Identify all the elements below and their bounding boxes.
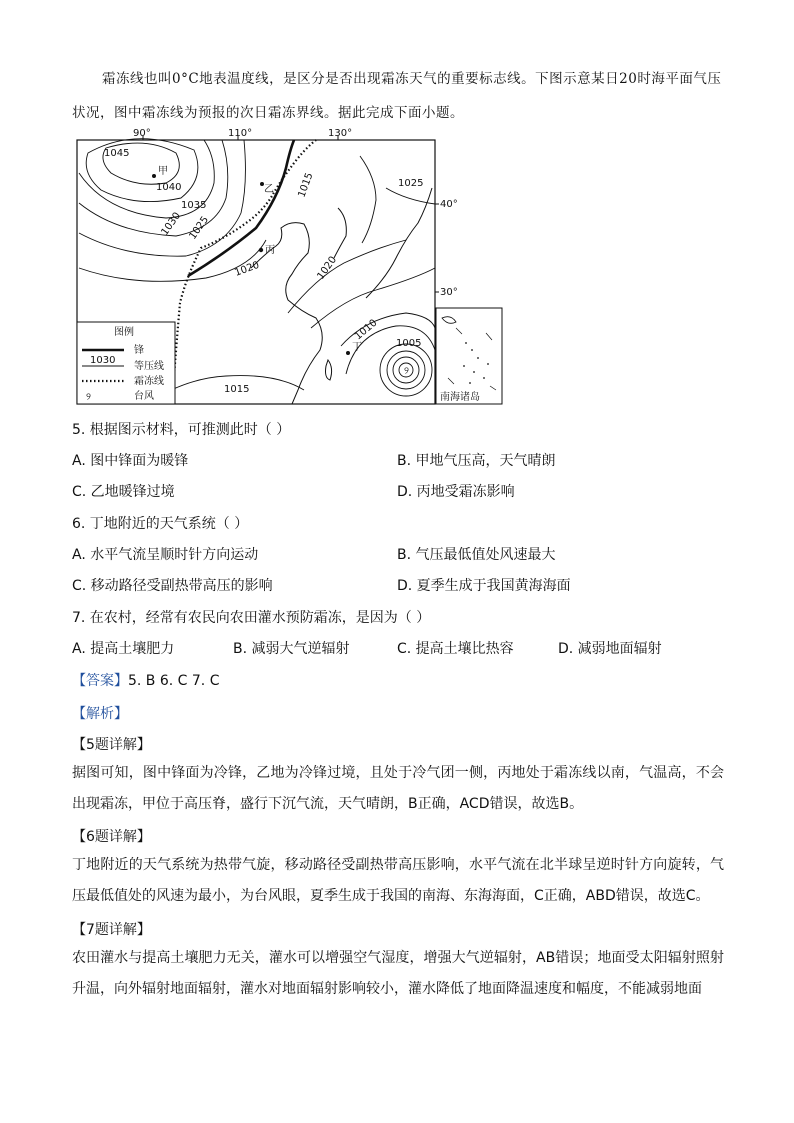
place-dot	[152, 174, 156, 178]
isobar-label: 1015	[296, 171, 316, 200]
detail-5-title: 【5题详解】	[72, 737, 151, 753]
q7-option-d: D. 减弱地面辐射	[558, 641, 662, 657]
place-label: 乙	[264, 184, 274, 195]
isobar-label: 1015	[224, 384, 250, 395]
map-svg	[76, 128, 506, 408]
place-dot	[259, 248, 263, 252]
q6-option-b: B. 气压最低值处风速最大	[397, 547, 556, 563]
legend-isobar-value: 1030	[90, 355, 116, 366]
isobar-label: 1045	[104, 148, 130, 159]
lat-label: 40°	[440, 199, 458, 210]
lon-label: 90°	[133, 128, 151, 139]
detail-5-text: 据图可知，图中锋面为冷锋，乙地为冷锋过境，且处于冷气团一侧，丙地处于霜冻线以南，气温高，不会出现霜冻，甲位于高压脊，盛行下沉气流，天气晴朗，B正确，ACD错误，故选B。	[72, 765, 724, 812]
inset-label: 南海诸岛	[440, 392, 480, 403]
q5-option-d: D. 丙地受霜冻影响	[397, 484, 515, 500]
place-label: 甲	[158, 166, 168, 177]
analysis-label: 【解析】	[72, 706, 128, 722]
q7-option-c: C. 提高土壤比热容	[397, 641, 514, 657]
place-dot	[346, 351, 350, 355]
q7-option-b: B. 减弱大气逆辐射	[233, 641, 350, 657]
detail-6-title: 【6题详解】	[72, 829, 151, 845]
isobar-label: 1025	[187, 214, 212, 242]
isobar-label: 1005	[396, 338, 422, 349]
isobar-label: 1020	[233, 259, 261, 279]
legend-item-label: 锋	[134, 345, 144, 356]
lat-label: 30°	[440, 287, 458, 298]
pressure-map	[76, 128, 506, 408]
q7-option-a: A. 提高土壤肥力	[72, 641, 175, 657]
place-label: 丙	[265, 245, 275, 256]
question-7-stem: 7. 在农村，经常有农民向农田灌水预防霜冻，是因为（ ）	[72, 610, 431, 626]
legend-title: 图例	[114, 327, 134, 338]
q6-option-d: D. 夏季生成于我国黄海海面	[397, 578, 571, 594]
q6-option-c: C. 移动路径受副热带高压的影响	[72, 578, 273, 594]
detail-6-text: 丁地附近的天气系统为热带气旋，移动路径受副热带高压影响，水平气流在北半球呈逆时针方向旋转，气压最低值处的风速为最小，为台风眼，夏季生成于我国的南海、东海海面，C正确，ABD错误，故选C。	[72, 857, 724, 904]
intro-paragraph: 霜冻线也叫0°C地表温度线，是区分是否出现霜冻天气的重要标志线。下图示意某日20时海平面气压状况，图中霜冻线为预报的次日霜冻界线。据此完成下面小题。	[72, 71, 722, 121]
inset-box	[436, 308, 502, 404]
lon-label: 110°	[228, 128, 253, 139]
isobar-label: 1040	[156, 182, 182, 193]
isobar-label: 1020	[315, 254, 340, 282]
answer-line	[72, 670, 219, 690]
detail-7-title: 【7题详解】	[72, 922, 151, 938]
answer-tag: 【答案】	[72, 673, 128, 689]
question-6-stem: 6. 丁地附近的天气系统（ ）	[72, 516, 249, 532]
q5-option-c: C. 乙地暖锋过境	[72, 484, 175, 500]
typhoon-icon: ୨	[404, 366, 409, 377]
lon-label: 130°	[328, 128, 353, 139]
isobar-label: 1010	[352, 317, 380, 343]
q5-option-a: A. 图中锋面为暖锋	[72, 453, 189, 469]
question-5-stem: 5. 根据图示材料，可推测此时（ ）	[72, 422, 291, 438]
legend-typhoon-icon: ୨	[86, 392, 91, 403]
legend-item-label: 等压线	[134, 361, 164, 372]
detail-7-text: 农田灌水与提高土壤肥力无关，灌水可以增强空气湿度，增强大气逆辐射，AB错误；地面受太阳辐射照射升温，向外辐射地面辐射，灌水对地面辐射影响较小，灌水降低了地面降温速度和幅度，不能减弱地面	[72, 950, 724, 997]
isobar-label: 1025	[398, 178, 424, 189]
place-label: 丁	[352, 342, 362, 353]
answer-text: 5. B 6. C 7. C	[128, 673, 220, 689]
isobar-label: 1035	[181, 200, 207, 211]
q6-option-a: A. 水平气流呈顺时针方向运动	[72, 547, 259, 563]
legend-item-label: 霜冻线	[134, 376, 164, 387]
q5-option-b: B. 甲地气压高，天气晴朗	[397, 453, 556, 469]
isobar-label: 1030	[159, 210, 184, 238]
legend-item-label: 台风	[134, 391, 154, 402]
